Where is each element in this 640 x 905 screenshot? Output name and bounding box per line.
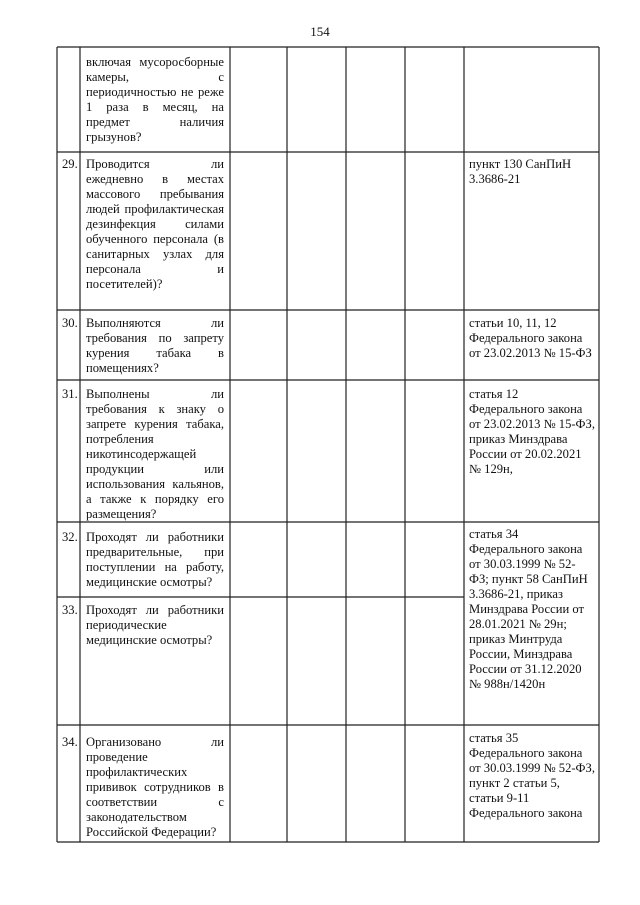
- row-number: 34.: [62, 735, 78, 749]
- row-question: Выполняются ли требования по запрету курения табака в помещениях?: [86, 316, 224, 375]
- row-number: 32.: [62, 530, 78, 544]
- row-number: 31.: [62, 387, 78, 401]
- row-reference: статья 35 Федерального закона от 30.03.1999 № 52-ФЗ, пункт 2 статьи 5, статьи 9-11 Федерального закона: [469, 731, 595, 820]
- row-reference: статья 12 Федерального закона от 23.02.2013 № 15-ФЗ, приказ Минздрава России от 20.02.2021 № 129н,: [469, 387, 595, 476]
- page-number: 154: [310, 24, 330, 39]
- row-question: Проходят ли работники периодические медицинские осмотры?: [86, 603, 224, 647]
- row-question: Выполнены ли требования к знаку о запрете курения табака, потребления никотинсодержащей продукции или использования кальянов, а также к порядку его размещения?: [86, 387, 224, 521]
- row-number: 29.: [62, 157, 78, 171]
- row-reference: статьи 10, 11, 12 Федерального закона от 23.02.2013 № 15-ФЗ: [469, 316, 592, 360]
- row-question: Проходят ли работники предварительные, при поступлении на работу, медицинские осмотры?: [86, 530, 224, 589]
- row-number: 30.: [62, 316, 78, 330]
- merged-reference: статья 34 Федерального закона от 30.03.1999 № 52-ФЗ; пункт 58 СанПиН 3.3686-21, приказ Минздрава России от 28.01.2021 № 29н; приказ Минтруда России, Минздрава России от 31.12.2020 № 988н/1420н: [469, 527, 588, 691]
- row-question: включая мусоросборные камеры, с периодичностью не реже 1 раза в месяц, на предмет наличия грызунов?: [86, 55, 224, 144]
- row-reference: пункт 130 СанПиН 3.3686-21: [469, 157, 572, 186]
- row-question: Проводится ли ежедневно в местах массового пребывания людей профилактическая дезинфекция силами обученного персонала (в санитарных узлах для персонала и посетителей)?: [86, 157, 224, 291]
- row-question: Организовано ли проведение профилактических прививок сотрудников в соответствии с законодательством Российской Федерации?: [86, 735, 224, 839]
- row-number: 33.: [62, 603, 78, 617]
